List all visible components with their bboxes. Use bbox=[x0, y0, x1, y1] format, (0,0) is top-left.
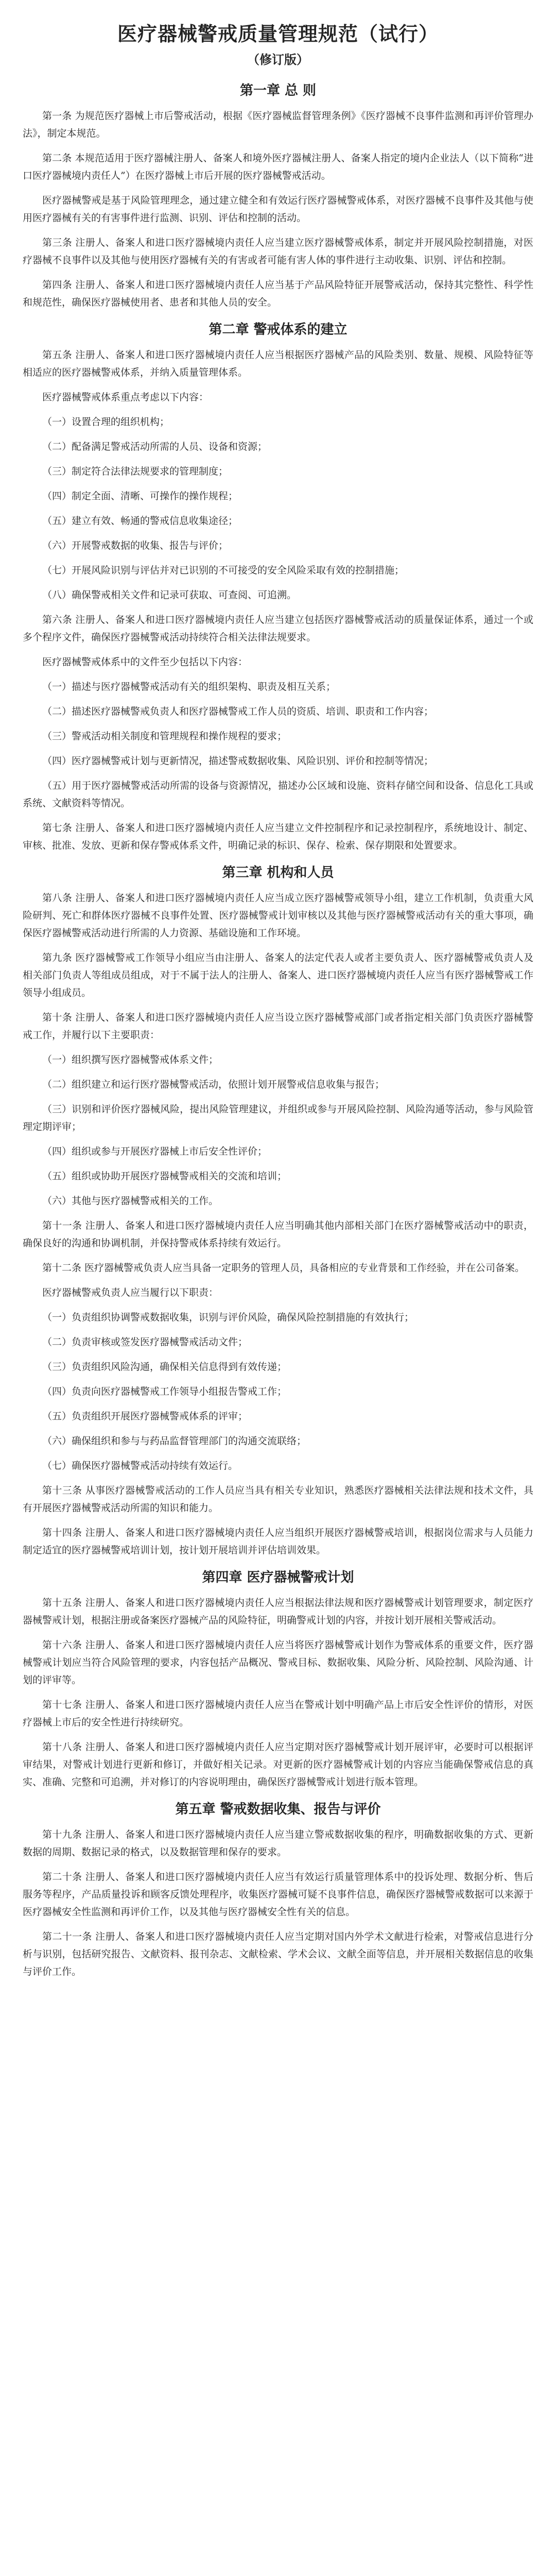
c3-paragraph: 第八条 注册人、备案人和进口医疗器械境内责任人应当成立医疗器械警戒领导小组，建立工作机制，负责重大风险研判、死亡和群体医疗器械不良事件处置、医疗器械警戒计划审核以及其他与医疗器械警戒活动有关的重大事项，确保医疗器械警戒活动进行所需的人力资源、基础设施和工作环境。 bbox=[23, 892, 533, 939]
c2-paragraph: 医疗器械警戒体系中的文件至少包括以下内容： bbox=[42, 656, 248, 668]
c2-paragraph: （四）制定全面、清晰、可操作的操作规程； bbox=[42, 490, 238, 502]
c1-paragraph: 第三条 注册人、备案人和进口医疗器械境内责任人应当建立医疗器械警戒体系，制定并开展风险控制措施，对医疗器械不良事件以及其他与使用医疗器械有关的有害或者可能有害人体的事件进行主动收集、识别、评估和控制。 bbox=[23, 237, 533, 266]
c2-paragraph: 第五条 注册人、备案人和进口医疗器械境内责任人应当根据医疗器械产品的风险类别、数量、规模、风险特征等相适应的医疗器械警戒体系，并纳入质量管理体系。 bbox=[23, 349, 533, 378]
c3-paragraph: （五）负责组织开展医疗器械警戒体系的评审； bbox=[42, 1411, 248, 1422]
c3-paragraph: （二）组织建立和运行医疗器械警戒活动，依照计划开展警戒信息收集与报告； bbox=[42, 1079, 385, 1090]
c3-paragraph: （六）其他与医疗器械警戒相关的工作。 bbox=[42, 1195, 219, 1207]
c2-paragraph: （七）开展风险识别与评估并对已识别的不可接受的安全风险采取有效的控制措施； bbox=[42, 565, 405, 576]
c4-paragraph: 第十六条 注册人、备案人和进口医疗器械境内责任人应当将医疗器械警戒计划作为警戒体系的重要文件，医疗器械警戒计划应当符合风险管理的要求，内容包括产品概况、警戒目标、数据收集、风险分析、风险控制、风险沟通、计划的评审等。 bbox=[23, 1639, 533, 1686]
c1-paragraph: 第一条 为规范医疗器械上市后警戒活动，根据《医疗器械监督管理条例》《医疗器械不良事件监测和再评价管理办法》，制定本规范。 bbox=[23, 110, 533, 139]
c4-paragraph: 第十七条 注册人、备案人和进口医疗器械境内责任人应当在警戒计划中明确产品上市后安全性评价的情形，对医疗器械上市后的安全性进行持续研究。 bbox=[23, 1699, 533, 1728]
c2-paragraph: （五）建立有效、畅通的警戒信息收集途径； bbox=[42, 515, 238, 527]
c3-paragraph: 第十一条 注册人、备案人和进口医疗器械境内责任人应当明确其他内部相关部门在医疗器械警戒活动中的职责，确保良好的沟通和协调机制，并保持警戒体系持续有效运行。 bbox=[23, 1220, 533, 1249]
c2-paragraph: （二）配备满足警戒活动所需的人员、设备和资源； bbox=[42, 441, 268, 452]
c3-paragraph: （四）负责向医疗器械警戒工作领导小组报告警戒工作； bbox=[42, 1386, 287, 1397]
c3-paragraph: （三）识别和评价医疗器械风险，提出风险管理建议，并组织或参与开展风险控制、风险沟通等活动，参与风险管理定期评审； bbox=[23, 1104, 533, 1132]
c4-paragraph: 第十五条 注册人、备案人和进口医疗器械境内责任人应当根据法律法规和医疗器械警戒计划管理要求，制定医疗器械警戒计划，根据注册或备案医疗器械产品的风险特征，明确警戒计划的内容，并按计划开展相关警戒活动。 bbox=[23, 1597, 533, 1626]
chapter-3-title: 第三章 机构和人员 bbox=[222, 865, 334, 880]
c3-paragraph: （七）确保医疗器械警戒活动持续有效运行。 bbox=[42, 1460, 238, 1471]
chapter-2-title: 第二章 警戒体系的建立 bbox=[208, 322, 348, 337]
c2-paragraph: 第六条 注册人、备案人和进口医疗器械境内责任人应当建立包括医疗器械警戒活动的质量保证体系，通过一个或多个程序文件，确保医疗器械警戒活动持续符合相关法律法规要求。 bbox=[23, 614, 533, 643]
chapter-5-body bbox=[23, 1826, 533, 1980]
c3-paragraph: （一）负责组织协调警戒数据收集，识别与评价风险，确保风险控制措施的有效执行； bbox=[42, 1312, 414, 1323]
c1-paragraph: 第二条 本规范适用于医疗器械注册人、备案人和境外医疗器械注册人、备案人指定的境内企业法人（以下简称“进口医疗器械境内责任人”）在医疗器械上市后开展的医疗器械警戒活动。 bbox=[23, 152, 533, 181]
c3-paragraph: 第十条 注册人、备案人和进口医疗器械境内责任人应当设立医疗器械警戒部门或者指定相关部门负责医疗器械警戒工作，并履行以下主要职责： bbox=[23, 1012, 533, 1041]
document-subtitle: （修订版） bbox=[247, 52, 309, 67]
chapter-4-title: 第四章 医疗器械警戒计划 bbox=[202, 1570, 354, 1585]
c2-paragraph: （五）用于医疗器械警戒活动所需的设备与资源情况，描述办公区域和设施、资料存储空间和设备、信息化工具或系统、文献资料等情况。 bbox=[23, 780, 533, 809]
c2-paragraph: （一）设置合理的组织机构； bbox=[42, 416, 170, 428]
c3-paragraph: （六）确保组织和参与与药品监督管理部门的沟通交流联络； bbox=[42, 1435, 307, 1447]
c3-paragraph: （三）负责组织风险沟通，确保相关信息得到有效传递； bbox=[42, 1361, 287, 1372]
c3-paragraph: （二）负责审核或签发医疗器械警戒活动文件； bbox=[42, 1336, 248, 1348]
c3-paragraph: （四）组织或参与开展医疗器械上市后安全性评价； bbox=[42, 1146, 268, 1157]
c5-paragraph: 第十九条 注册人、备案人和进口医疗器械境内责任人应当建立警戒数据收集的程序，明确数据收集的方式、更新数据的周期、数据记录的格式，以及数据管理和保存的要求。 bbox=[23, 1829, 533, 1858]
c3-paragraph: 第十三条 从事医疗器械警戒活动的工作人员应当具有相关专业知识，熟悉医疗器械相关法律法规和技术文件，具有开展医疗器械警戒活动所需的知识和能力。 bbox=[23, 1485, 533, 1514]
c3-paragraph: （一）组织撰写医疗器械警戒体系文件； bbox=[42, 1054, 219, 1065]
c4-paragraph: 第十八条 注册人、备案人和进口医疗器械境内责任人应当定期对医疗器械警戒计划开展评审，必要时可以根据评审结果，对警戒计划进行更新和修订，并做好相关记录。对更新的医疗器械警戒计划的内容应当能确保警戒信息的真实、准确、完整和可追溯，并对修订的内容说明理由，确保医疗器械警戒计划进行版本管理。 bbox=[23, 1741, 533, 1788]
c2-paragraph: （六）开展警戒数据的收集、报告与评价； bbox=[42, 540, 229, 551]
chapter-3-body bbox=[23, 889, 533, 1559]
c2-paragraph: （三）制定符合法律法规要求的管理制度； bbox=[42, 466, 229, 477]
chapter-2-body bbox=[23, 346, 533, 854]
c3-paragraph: 第九条 医疗器械警戒工作领导小组应当由注册人、备案人的法定代表人或者主要负责人、医疗器械警戒负责人及相关部门负责人等组成员组成，对于不属于法人的注册人、备案人、进口医疗器械境内责任人应当有医疗器械警戒工作领导小组成员。 bbox=[23, 952, 533, 998]
c3-paragraph: 第十二条 医疗器械警戒负责人应当具备一定职务的管理人员，具备相应的专业背景和工作经验，并在公司备案。 bbox=[42, 1262, 525, 1274]
c1-paragraph: 医疗器械警戒是基于风险管理理念，通过建立健全和有效运行医疗器械警戒体系，对医疗器械不良事件及其他与使用医疗器械有关的有害事件进行监测、识别、评估和控制的活动。 bbox=[23, 195, 533, 224]
c2-paragraph: （三）警戒活动相关制度和管理规程和操作规程的要求； bbox=[42, 731, 287, 742]
c3-paragraph: 医疗器械警戒负责人应当履行以下职责： bbox=[42, 1287, 219, 1298]
c5-paragraph: 第二十条 注册人、备案人和进口医疗器械境内责任人应当有效运行质量管理体系中的投诉处理、数据分析、售后服务等程序，产品质量投诉和顾客反馈处理程序，收集医疗器械可疑不良事件信息，确保医疗器械警戒数据可以来源于医疗器械安全性监测和再评价工作，以及其他与医疗器械安全性有关的信息。 bbox=[23, 1871, 533, 1918]
c3-paragraph: （五）组织或协助开展医疗器械警戒相关的交流和培训； bbox=[42, 1171, 287, 1182]
chapter-1-body bbox=[23, 107, 533, 311]
chapter-1-title: 第一章 总 则 bbox=[239, 83, 317, 98]
document-title: 医疗器械警戒质量管理规范（试行） bbox=[117, 22, 439, 45]
c2-paragraph: （二）描述医疗器械警戒负责人和医疗器械警戒工作人员的资质、培训、职责和工作内容； bbox=[42, 706, 434, 717]
c2-paragraph: （八）确保警戒相关文件和记录可获取、可查阅、可追溯。 bbox=[42, 589, 297, 601]
c2-paragraph: 医疗器械警戒体系重点考虑以下内容： bbox=[42, 392, 209, 403]
chapter-4-body bbox=[23, 1594, 533, 1791]
c1-paragraph: 第四条 注册人、备案人和进口医疗器械境内责任人应当基于产品风险特征开展警戒活动，保持其完整性、科学性和规范性，确保医疗器械使用者、患者和其他人员的安全。 bbox=[23, 279, 533, 308]
c3-paragraph: 第十四条 注册人、备案人和进口医疗器械境内责任人应当组织开展医疗器械警戒培训，根据岗位需求与人员能力制定适宜的医疗器械警戒培训计划，按计划开展培训并评估培训效果。 bbox=[23, 1527, 533, 1556]
c2-paragraph: （一）描述与医疗器械警戒活动有关的组织架构、职责及相互关系； bbox=[42, 681, 336, 692]
c2-paragraph: 第七条 注册人、备案人和进口医疗器械境内责任人应当建立文件控制程序和记录控制程序，系统地设计、制定、审核、批准、发放、更新和保存警戒体系文件，明确记录的标识、保存、检索、保存期限和处置要求。 bbox=[23, 822, 533, 851]
c5-paragraph: 第二十一条 注册人、备案人和进口医疗器械境内责任人应当定期对国内外学术文献进行检索，对警戒信息进行分析与识别，包括研究报告、文献资料、报刊杂志、文献检索、学术会议、文献全面等信息，并开展相关数据信息的收集与评价工作。 bbox=[23, 1931, 533, 1977]
chapter-5-title: 第五章 警戒数据收集、报告与评价 bbox=[175, 1802, 381, 1817]
c2-paragraph: （四）医疗器械警戒计划与更新情况，描述警戒数据收集、风险识别、评价和控制等情况； bbox=[42, 755, 434, 767]
